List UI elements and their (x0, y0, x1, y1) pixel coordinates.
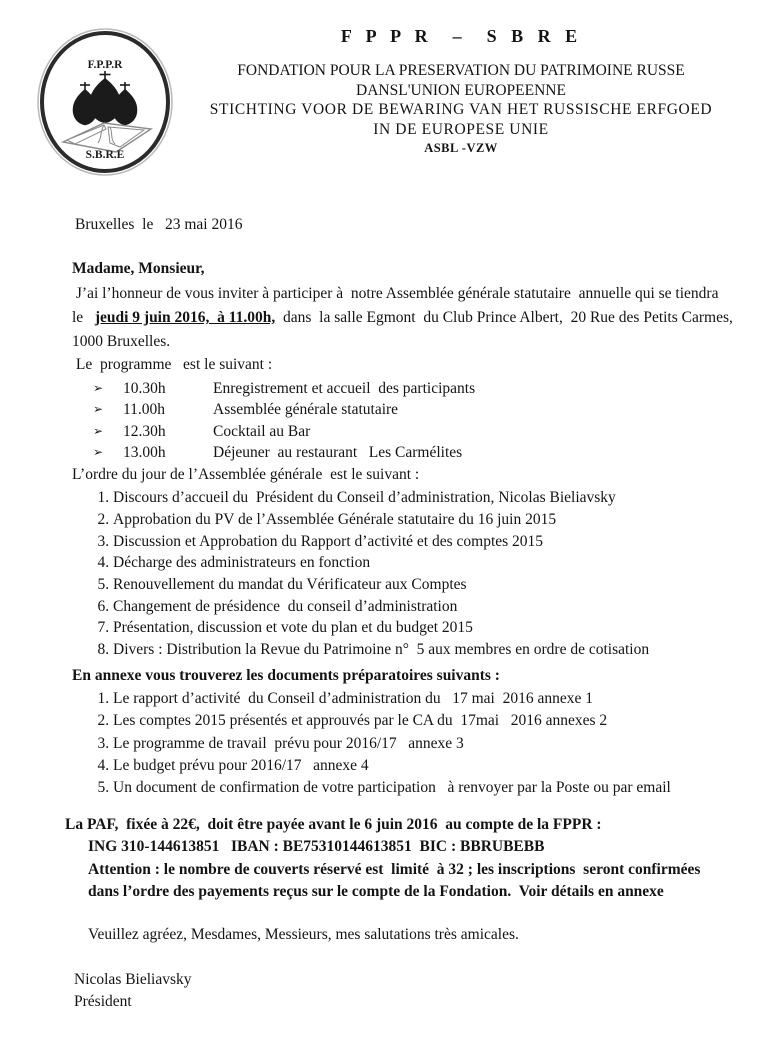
invitation-text-after: dans la salle Egmont du Club Prince Albert, 20 Rue des Petits Carmes, 1000 Bruxelles. (72, 309, 741, 350)
agenda-item: 5. Renouvellement du mandat du Vérificateur aux Comptes (113, 574, 736, 596)
program-time: 11.00h (123, 401, 166, 419)
salutation: Madame, Monsieur, (72, 260, 205, 277)
attention-line2: dans l’ordre des payements reçus sur le compte de la Fondation. Voir détails en annexe (88, 883, 664, 901)
annex-list (72, 688, 736, 800)
program-time: 10.30h (123, 380, 166, 397)
org-logo (30, 26, 180, 178)
logo-top-acronym: F.P.P.R (87, 59, 123, 71)
program-intro: Le programme est le suivant : (72, 356, 273, 373)
invitation-paragraph (72, 282, 741, 354)
annex-item: 5. Un document de confirmation de votre participation à renvoyer par la Poste ou par email (113, 777, 736, 799)
annex-intro: En annexe vous trouverez les documents préparatoires suivants : (72, 666, 500, 684)
arrow-bullet-icon: ➢ (93, 402, 104, 417)
logo-bottom-acronym: S.B.R.E (85, 149, 125, 161)
annex-item: 3. Le programme de travail prévu pour 2016/17 annexe 3 (113, 733, 736, 755)
org-name-nl-line2: IN DE EUROPESE UNIE (373, 120, 549, 138)
letterhead (0, 0, 782, 182)
agenda-item: 6. Changement de présidence du conseil d’administration (113, 596, 736, 618)
org-acronym-title: F P P R – S B R E (340, 26, 582, 46)
meeting-date-highlight: jeudi 9 juin 2016, à 11.00h, (94, 309, 276, 326)
program-item (93, 378, 736, 399)
signature-name: Nicolas Bieliavsky (74, 971, 192, 989)
annex-item: 2. Les comptes 2015 présentés et approuvés par le CA du 17mai 2016 annexes 2 (113, 710, 736, 732)
payment-info-block (65, 814, 736, 904)
dateline: Bruxelles le 23 mai 2016 (75, 216, 243, 233)
org-name-nl-line1: STICHTING VOOR DE BEWARING VAN HET RUSSISCHE ERFGOED (209, 101, 713, 118)
annex-item: 1. Le rapport d’activité du Conseil d’administration du 17 mai 2016 annexe 1 (113, 688, 736, 710)
arrow-bullet-icon: ➢ (93, 444, 104, 459)
attention-line1: Attention : le nombre de couverts réservé est limité à 32 ; les inscriptions seront confirmées (88, 860, 701, 878)
invitation-text-before: J’ai l’honneur de vous inviter à participer à notre Assemblée générale statutaire annuelle qui se tiendra le (72, 285, 731, 326)
program-list (72, 378, 736, 463)
program-item (93, 421, 736, 442)
signature-title: Président (74, 993, 132, 1011)
arrow-bullet-icon: ➢ (93, 423, 104, 438)
agenda-item: 2. Approbation du PV de l’Assemblée Générale statutaire du 16 juin 2015 (113, 509, 736, 531)
org-name-fr-line2: DANSL'UNION EUROPEENNE (356, 81, 566, 99)
agenda-item: 8. Divers : Distribution la Revue du Patrimoine n° 5 aux membres en ordre de cotisation (113, 639, 736, 661)
program-label: Déjeuner au restaurant Les Carmélites (213, 443, 463, 461)
bank-account-line: ING 310-144613851 IBAN : BE75310144613851 BIC : BBRUBEBB (88, 838, 545, 856)
agenda-item: 3. Discussion et Approbation du Rapport d’activité et des comptes 2015 (113, 531, 736, 553)
letterhead-text (140, 0, 782, 156)
arrow-bullet-icon: ➢ (93, 381, 104, 395)
program-time: 13.00h (123, 443, 166, 461)
letter-body (0, 214, 782, 1013)
org-logo-image (30, 26, 180, 178)
agenda-intro: L’ordre du jour de l’Assemblée générale est le suivant : (72, 466, 420, 484)
program-label: Enregistrement et accueil des participants (213, 380, 476, 397)
org-name-fr-line1: FONDATION POUR LA PRESERVATION DU PATRIMOINE RUSSE (237, 62, 685, 79)
legal-form-label: ASBL -VZW (424, 141, 498, 155)
annex-item: 4. Le budget prévu pour 2016/17 annexe 4 (113, 755, 736, 777)
agenda-item: 1. Discours d’accueil du Président du Conseil d’administration, Nicolas Bieliavsky (113, 487, 736, 509)
program-time: 12.30h (123, 422, 166, 440)
payment-amount-line: La PAF, fixée à 22€, doit être payée avant le 6 juin 2016 au compte de la FPPR : (65, 815, 602, 833)
program-item (93, 399, 736, 420)
agenda-list (72, 487, 736, 661)
agenda-item: 4. Décharge des administrateurs en fonction (113, 552, 736, 574)
program-label: Cocktail au Bar (213, 422, 311, 440)
program-label: Assemblée générale statutaire (213, 401, 399, 419)
program-item (93, 442, 736, 463)
agenda-item: 7. Présentation, discussion et vote du plan et du budget 2015 (113, 617, 736, 639)
closing-salutation: Veuillez agréez, Mesdames, Messieurs, mes salutations très amicales. (88, 926, 519, 944)
